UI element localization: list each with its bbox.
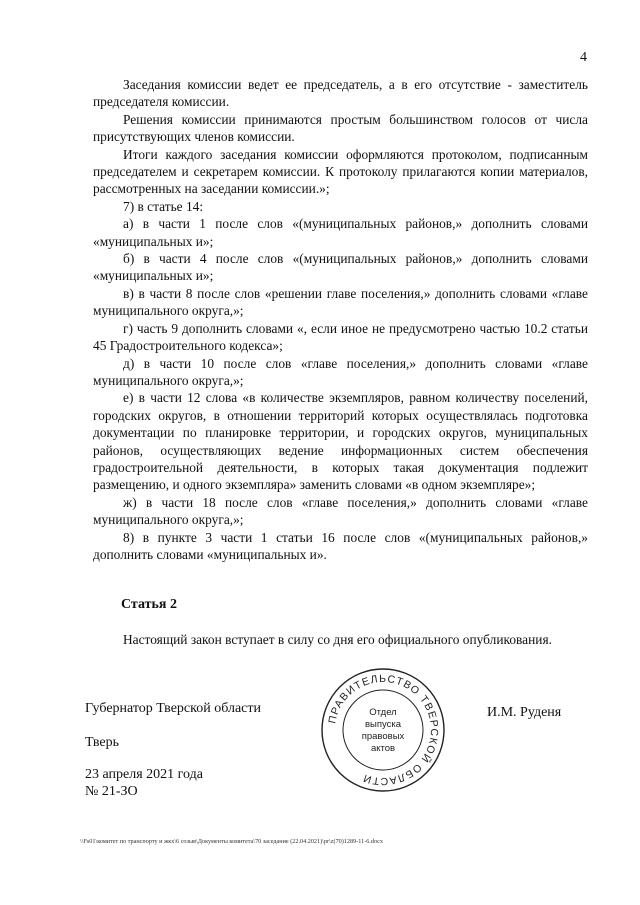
paragraph: Заседания комиссии ведет ее председатель, а в его отсутствие - заместитель председателя комиссии. — [93, 77, 588, 110]
stamp-ring-text: ПРАВИТЕЛЬСТВО ТВЕРСКОЙ ОБЛАСТИ — [326, 672, 441, 788]
signer-name: И.М. Руденя — [487, 705, 562, 720]
law-number: № 21-ЗО — [85, 784, 138, 799]
page-number: 4 — [580, 50, 587, 65]
stamp-line: актов — [370, 743, 396, 754]
paragraph: в) в части 8 после слов «решении главе поселения,» дополнить словами «главе муниципального округа,»; — [93, 285, 588, 319]
city: Тверь — [85, 735, 119, 750]
paragraph: б) в части 4 после слов «(муниципальных районов,» дополнить словами «муниципальных и»; — [93, 251, 588, 284]
stamp-line: правовых — [361, 731, 405, 742]
stamp-line: Отдел — [369, 707, 397, 718]
signing-date: 23 апреля 2021 года — [85, 767, 203, 782]
paragraph: 8) в пункте 3 части 1 статьи 16 после слов «(муниципальных районов,» дополнить словами «муниципальных и». — [93, 529, 588, 562]
stamp-line: выпуска — [364, 719, 402, 730]
paragraph: Решения комиссии принимаются простым большинством голосов от числа присутствующих членов комиссии. — [93, 111, 588, 145]
paragraph: е) в части 12 слова «в количестве экземпляров, равном количеству поселений, городских округов, в отношении территорий которых осуществлялась подготовка документации по планировке территории, и городских округов, муниципальных районов, осуществляющих ведение информационных систем обеспечения градостроительной деятельности, в которых такая документация подлежит размещению, и одного экземпляра» заменить словами «в одном экземпляре»; — [93, 390, 588, 493]
law-effect-text: Настоящий закон вступает в силу со дня его официального опубликования. — [123, 632, 552, 647]
signer-title: Губернатор Тверской области — [85, 701, 261, 716]
paragraph: а) в части 1 после слов «(муниципальных районов,» дополнить словами «муниципальных и»; — [93, 216, 588, 249]
paragraph: г) часть 9 дополнить словами «, если иное не предусмотрено частью 10.2 статьи 45 Градостроительного кодекса»; — [93, 320, 588, 354]
paragraph: 7) в статье 14: — [123, 198, 204, 214]
paragraph: Итоги каждого заседания комиссии оформляются протоколом, подписанным председателем и секретарем комиссии. К протоколу прилагаются копии материалов, рассмотренных на заседании комиссии.»; — [93, 146, 588, 197]
file-path-footer: \\Fs01\комитет по транспорту и жкх\6 созыв\Документы комитета\70 заседание (22.04.2021)\pr\z(70)1289-11-6.docx — [80, 838, 383, 845]
amendments-text — [93, 76, 588, 563]
paragraph: д) в части 10 после слов «главе поселения,» дополнить словами «главе муниципального округа,»; — [93, 355, 588, 388]
official-stamp — [318, 666, 448, 794]
article-heading: Статья 2 — [121, 597, 177, 612]
paragraph: ж) в части 18 после слов «главе поселения,» дополнить словами «главе муниципального округа,»; — [93, 494, 588, 528]
